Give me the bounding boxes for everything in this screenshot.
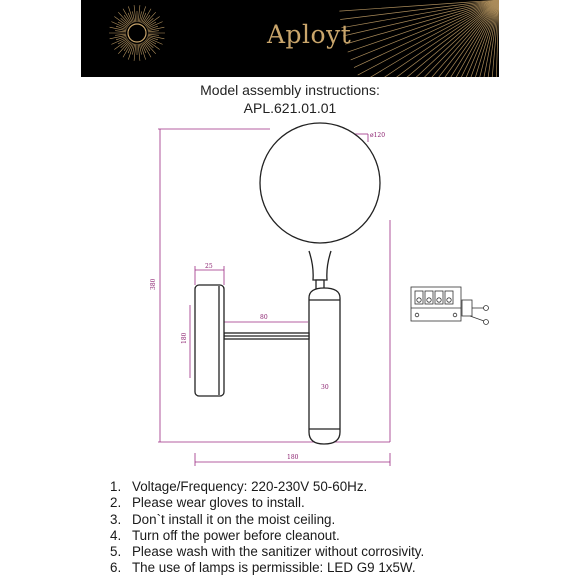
instruction-text: Voltage/Frequency: 220-230V 50-60Hz. bbox=[132, 479, 368, 494]
instruction-number: 6. bbox=[110, 560, 122, 576]
instruction-number: 5. bbox=[110, 544, 122, 560]
instruction-number: 1. bbox=[110, 479, 122, 494]
document-title: Model assembly instructions: bbox=[200, 82, 380, 98]
instruction-text: Please wash with the sanitizer without corrosivity. bbox=[132, 544, 425, 560]
dim-total-height: 380 bbox=[150, 278, 157, 290]
instruction-text: Turn off the power before cleanout. bbox=[132, 527, 340, 543]
instruction-item bbox=[110, 528, 424, 544]
brand-logo-text: Aployt bbox=[267, 20, 352, 49]
instruction-text: Please wear gloves to install. bbox=[132, 495, 305, 511]
lamp-body-tube bbox=[309, 288, 340, 444]
dim-globe-diameter: ø120 bbox=[370, 132, 386, 139]
instruction-item bbox=[110, 495, 424, 511]
instruction-number: 4. bbox=[110, 527, 122, 543]
instruction-text: Don`t install it on the moist ceiling. bbox=[132, 511, 336, 527]
sun-logo-icon bbox=[128, 24, 146, 42]
globe-neck bbox=[309, 251, 331, 280]
dim-arm-length: 80 bbox=[260, 314, 268, 321]
instruction-text: The use of lamps is permissible: LED G9 1x5W. bbox=[132, 560, 416, 576]
instruction-number: 3. bbox=[110, 511, 122, 527]
terminal-block-icon bbox=[411, 287, 489, 325]
dim-total-depth: 180 bbox=[287, 454, 299, 461]
model-number: APL.621.01.01 bbox=[243, 100, 337, 116]
instructions-list bbox=[110, 479, 424, 577]
instruction-item bbox=[110, 479, 424, 495]
instruction-item bbox=[110, 544, 424, 560]
dim-tube-width: 30 bbox=[321, 384, 329, 391]
brand-banner bbox=[81, 0, 499, 77]
technical-drawing bbox=[0, 120, 580, 470]
dim-mount-width: 25 bbox=[205, 263, 213, 270]
dim-plate-height: 180 bbox=[181, 332, 188, 344]
instruction-item bbox=[110, 512, 424, 528]
globe-shade bbox=[260, 123, 380, 243]
instruction-number: 2. bbox=[110, 495, 122, 511]
instruction-item bbox=[110, 560, 424, 576]
